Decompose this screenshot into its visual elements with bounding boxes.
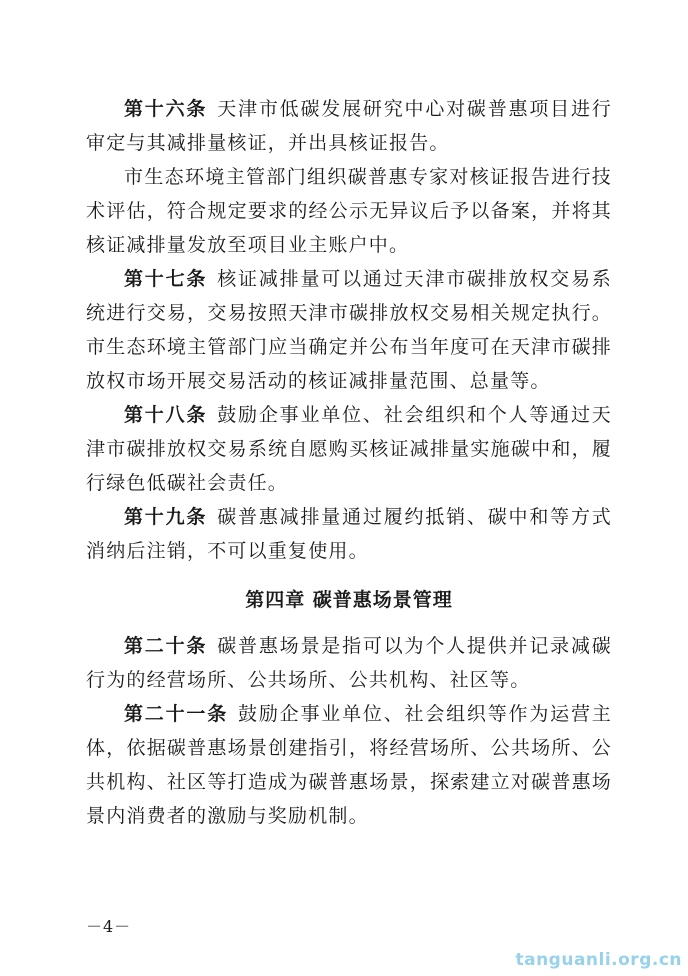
article-text: 市生态环境主管部门组织碳普惠专家对核证报告进行技术评估，符合规定要求的经公示无异议后予以备案，并将其核证减排量发放至项目业主账户中。 xyxy=(86,166,612,256)
page-number: －4－ xyxy=(86,917,132,936)
article-number: 第十六条 xyxy=(124,98,208,120)
article-text: 鼓励企事业单位、社会组织和个人等通过天津市碳排放权交易系统自愿购买核证减排量实施碳中和，履行绿色低碳社会责任。 xyxy=(86,404,612,494)
article-text: 核证减排量可以通过天津市碳排放权交易系统进行交易，交易按照天津市碳排放权交易相关规定执行。市生态环境主管部门应当确定并公布当年度可在天津市碳排放权市场开展交易活动的核证减排量范围、总量等。 xyxy=(86,268,612,392)
article-16-paragraph-2 xyxy=(86,160,612,262)
watermark: tanguanli.org.cn xyxy=(515,950,682,970)
article-number: 第十八条 xyxy=(124,404,208,426)
article-17 xyxy=(86,262,612,398)
article-21 xyxy=(86,697,612,833)
article-number: 第十七条 xyxy=(124,268,208,290)
chapter-heading: 第四章 碳普惠场景管理 xyxy=(245,589,453,611)
article-text: 碳普惠减排量通过履约抵销、碳中和等方式消纳后注销，不可以重复使用。 xyxy=(86,506,612,562)
article-number: 第二十一条 xyxy=(124,703,229,725)
document-body xyxy=(86,92,612,833)
article-number: 第十九条 xyxy=(124,506,208,528)
article-20 xyxy=(86,629,612,697)
article-text: 碳普惠场景是指可以为个人提供并记录减碳行为的经营场所、公共场所、公共机构、社区等。 xyxy=(86,635,612,691)
article-19 xyxy=(86,500,612,568)
article-18 xyxy=(86,398,612,500)
article-text: 天津市低碳发展研究中心对碳普惠项目进行审定与其减排量核证，并出具核证报告。 xyxy=(86,98,612,154)
article-number: 第二十条 xyxy=(124,635,208,657)
article-text: 鼓励企事业单位、社会组织等作为运营主体，依据碳普惠场景创建指引，将经营场所、公共场所、公共机构、社区等打造成为碳普惠场景，探索建立对碳普惠场景内消费者的激励与奖励机制。 xyxy=(86,703,612,827)
article-16 xyxy=(86,92,612,160)
